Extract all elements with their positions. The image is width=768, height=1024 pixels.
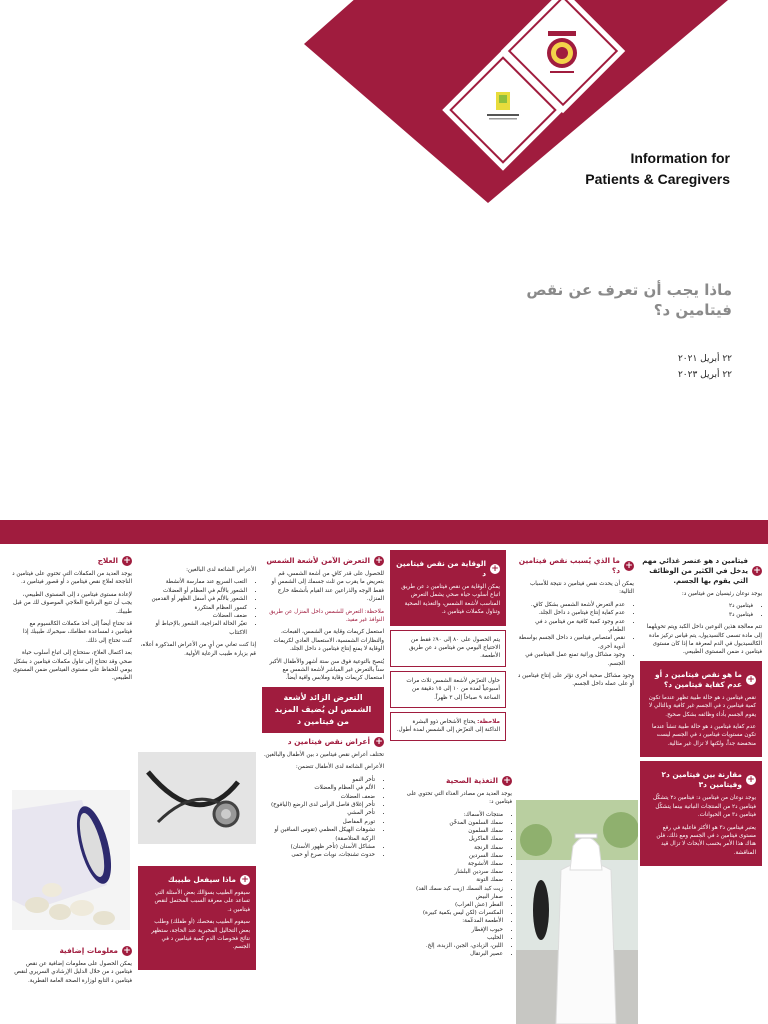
list-item: • الفطر (عش الغراب)	[392, 901, 503, 909]
plus-icon: +	[375, 556, 383, 566]
list-item: • سمك السلمون	[392, 827, 503, 835]
list-item: • الألم في العظام والعضلات	[262, 784, 375, 792]
doctor-box	[138, 866, 256, 970]
paragraph: وجود مشاكل صحية أخرى تؤثر على إنتاج فيتامين د أو على عمله داخل الجسم.	[517, 673, 634, 688]
info-box-food: يتم الحصول على ٨٠ إلى ٩٠٪ فقط من الاحتياج اليومي من فيتامين د عن طريق الأطعمة.	[390, 630, 506, 667]
list-item: • تأخر إغلاق فاصل الرأس لدى الرضع (اليافوخ)	[262, 801, 375, 809]
paragraph: قد تحتاج أيضاً إلى أخذ مكملات الكالسيوم مع فيتامين د لمساعدة عظامك، سيخبرك طبيبك إذا كنت تحتاج إلى ذلك.	[22, 621, 132, 644]
plus-icon: +	[375, 736, 383, 747]
title-line-2: Patients & Caregivers	[585, 171, 730, 187]
list	[640, 602, 762, 619]
heading-vitamin-d: + فيتامين د هو عنصر غذائي مهم يدخل في الكثير من الوظائف التي يقوم بها الجسم.	[642, 557, 761, 585]
paragraph: يعتبر فيتامين د٣ هو الأكثر فاعلية في رفع مستوى فيتامين د في الجسم ومع ذلك، فلن هناك هذا الأمر بحسب الأبحاث لا تزال قيد المناقشة.	[656, 824, 756, 856]
paragraph: يمكن أن يحدث نقص فيتامين د نتيجة للأسباب التالية:	[530, 581, 634, 596]
heading-safe-sun: التعرض الآمن لأشعة الشمس	[266, 556, 370, 565]
plus-icon: +	[753, 566, 761, 576]
list-item: • عدم كفاية إنتاج فيتامين د داخل الجلد.	[516, 609, 625, 617]
list-item: • فيتامين د٢	[640, 602, 753, 610]
list-item: • فيتامين د٣	[640, 611, 753, 619]
paragraph: يوجد نوعان رئيسيان من فيتامين د:	[681, 591, 762, 597]
list-item: • صفار البيض	[392, 893, 503, 901]
paragraph: يوجد العديد من مصادر الغذاء التي تحتوي على فيتامين د:	[406, 791, 512, 806]
list-item: • سمك السردين	[392, 852, 503, 860]
column-5	[138, 566, 256, 662]
paragraph: سيقوم الطبيب بسؤالك بعض الأسئلة التي تساعد على معرفة السبب المحتمل لنقص فيتامين د.	[154, 890, 250, 913]
paragraph: استعمل كريمات وقاية من الشمس، القبعات، والنظارات الشمسية، الاستعمال العادي لكريمات الوقاية لا يمنع إنتاج فيتامين د داخل الجلد.	[273, 629, 384, 653]
list-item: • سمك سردين البلشار	[392, 868, 503, 876]
plus-icon: +	[747, 674, 755, 685]
man-photo	[516, 800, 638, 1024]
plus-icon: +	[123, 946, 131, 956]
heading-treatment: العلاج	[97, 556, 118, 565]
list-item: • التعب السريع عند ممارسة الأنشطة	[138, 578, 247, 586]
column-3	[390, 546, 506, 745]
paragraph: نقص فيتامين د هو حالة طبية تظهر عندما تكون كمية فيتامين د في الجسم غير كافية وبالتالي لا يقوم الجسم بأداء وظائفه بشكل صحيح.	[648, 694, 756, 718]
symptoms-list	[262, 776, 384, 860]
paragraph: تختلف أعراض نقص فيتامين د بين الأطفال والبالغين.	[263, 751, 384, 758]
date-1: ٢٢ أبريل ٢٠٢١	[677, 354, 732, 364]
plus-icon: +	[241, 875, 249, 885]
list-item: • منتجات الأسماك:	[392, 811, 503, 819]
note-label: ملاحظة:	[477, 719, 500, 726]
deficiency-box	[640, 661, 762, 757]
food-list	[392, 811, 512, 959]
paragraph: يوجد العديد من المكملات التي تحتوي على فيتامين د الناجحة لعلاج نقص فيتامين د أو قصور فيتامين د.	[12, 571, 132, 586]
column-1	[640, 552, 762, 870]
title-english	[560, 148, 730, 190]
adult-symptoms-list	[138, 578, 256, 637]
list-item: • وجود مشاكل وراثية تمنع عمل الفيتامين في الجسم.	[516, 651, 625, 668]
stethoscope-photo	[138, 752, 256, 844]
note-box: ملاحظة: يحتاج الأشخاص ذوو البشرة الداكنة إلى التعرّض إلى الشمس لمدة أطول.	[390, 712, 506, 741]
list-item: • عدم وجود كمية كافية من فيتامين د في الطعام.	[516, 618, 625, 635]
title-line-1: Information for	[630, 150, 730, 166]
list-item: • سمك الرنجة	[392, 844, 503, 852]
list-item: • سمك الماكريل	[392, 835, 503, 843]
list-item: • زيت كبد السمك (زيت كبد سمك القد)	[392, 885, 503, 893]
list-item: • تورم المفاصل	[262, 818, 375, 826]
paragraph: إذا كنت تعاني من أيٍ من الأعراض المذكورة أعلاه، قم بزيارة طبيب الرعاية الأولية.	[140, 642, 256, 657]
list-item: • سمك السلمون المدخّن	[392, 819, 503, 827]
plus-icon: +	[625, 561, 633, 571]
heading-symptoms: أعراض نقص فيتامين د	[287, 736, 370, 746]
paragraph: عدم كفاية فيتامين د هو حالة طبية تنشأ عندما تكون مستويات فيتامين د في الجسم ليست منخفضة جداً، ولكنها لا تزال غير مثالية.	[651, 724, 756, 747]
list-item: • تأخر النمو	[262, 776, 375, 784]
list-item: • حبوب الإفطار	[392, 926, 503, 934]
heading-causes: ما الذي يُسبب نقص فيتامين د؟	[518, 556, 620, 575]
list	[516, 601, 634, 668]
list-item: • كسور العظام المتكررة	[138, 604, 247, 612]
plus-icon: +	[123, 556, 131, 566]
date-2: ٢٢ أبريل ٢٠٢٣	[677, 370, 732, 380]
list-item: • تشوهات الهيكل العظمي (تقوس الساقين أو الركبة المتلاصقة)	[262, 826, 375, 843]
list-item: • سمك التونة	[392, 876, 503, 884]
list-item: • تغيّر الحالة المزاجية، الشعور بالإحباط أو الاكتئاب	[138, 620, 247, 637]
list-item: • المكسرات (لكن ليس بكمية كبيرة)	[392, 909, 503, 917]
heading-more-info: معلومات إضافية	[59, 946, 118, 955]
list-item: • مشاكل الأسنان (تأخر ظهور الأسنان)	[262, 843, 375, 851]
column-2	[516, 552, 634, 693]
heading-nutrition: التغذية الصحية	[445, 776, 498, 785]
paragraph: تتم معالجة هذين النوعين داخل الكبد ويتم تحويلهما إلى مادة تسمى كالسيديول، يتم قياس تركيز مادة الكالسيديول في الدم لمعرفة ما إذا كان مستوى فيتامين د ضمن المستوى الطبيعي.	[646, 624, 762, 656]
list-item: • تأخر المشي	[262, 809, 375, 817]
plus-icon: +	[491, 564, 499, 574]
comparison-box	[640, 761, 762, 866]
list-item: • نقص امتصاص فيتامين د داخل الجسم بواسطة أدوية أخرى.	[516, 634, 625, 651]
list-item: • الشعور بالألم في العظام أو العضلات	[138, 587, 247, 595]
paragraph: للحصول على قدر كافٍ من أشعة الشمس، قم بتعريض ما يقرب من ثلث جسمك إلى الشمس أو فقط الوجه والذراعين عند القيام بأنشطة خارج المنزل.	[271, 571, 384, 603]
list-item: • ضعف العضلات	[262, 793, 375, 801]
overexposure-box: التعرض الزائد لأشعة الشمس لن يُضيف المزيد من فيتامين د	[262, 687, 384, 733]
prevention-box	[390, 550, 506, 626]
list-item: • الأطعمة المدعّمة:	[392, 917, 503, 925]
list-item: • الحليب	[392, 934, 503, 942]
more-info-section	[12, 942, 132, 989]
plus-icon: +	[747, 775, 755, 786]
list-item: • عدم التعرض لأشعة الشمس بشكل كافٍ.	[516, 601, 625, 609]
info-box-sun: حاول التعرّض لأشعة الشمس ثلاث مرات أسبوعياً لمدة من ١٠ إلى ١٥ دقيقة من الساعة ٩ صباحاً إلى ٣ ظهراً.	[390, 671, 506, 708]
column-4	[262, 552, 384, 864]
paragraph: يمكن الحصول على معلومات إضافية عن نقص فيتامين د من خلال الدليل الإرشادي السريري لنقص فيتامين د التابع لوزارة الصحة العامة القطرية.	[14, 961, 132, 984]
heading-prevention: الوقاية من نقص فيتامين د	[396, 559, 486, 578]
column-6	[12, 552, 132, 687]
list-item: • عصير البرتقال	[392, 950, 503, 958]
doctor-section	[138, 862, 256, 974]
paragraph: يوجد نوعان من فيتامين د: فيتامين د٢ يتشكّل فيتامين د٢ من المنتجات النباتية بينما يتشكّل فيتامين د٣ من الحيوانات.	[653, 795, 756, 819]
title-arabic: ماذا يجب أن تعرف عن نقص فيتامين د؟	[526, 281, 732, 319]
box-heading: ما هو نقص فيتامين د أو عدم كفاية فيتامين د؟	[655, 669, 742, 689]
list-item: • ضعف العضلات	[138, 612, 247, 620]
box-heading: مقارنة بين فيتامين د٢ وفيتامين د٣	[661, 770, 742, 790]
healthy-food-section	[392, 772, 512, 962]
paragraph: بعد اكتمال العلاج، ستحتاج إلى اتباع أسلوب حياة صحي وقد تحتاج إلى تناول مكملات فيتامين د بشكل يومي للحفاظ على مستوى الفيتامين ضمن المستوى الطبيعي.	[12, 650, 132, 682]
paragraph: سيقوم الطبيب بفحصك (أو طفلك) وطلب بعض التحاليل المخبرية عند الحاجة، ستظهر نتائج فحوصات الدم كمية فيتامين د في الجسم.	[151, 919, 250, 951]
note: ملاحظة: التعرض للشمس داخل المنزل عن طريق النوافذ غير مفيد.	[269, 608, 384, 624]
paragraph: الأعراض الشائعة لدى البالغين:	[186, 567, 256, 573]
paragraph: يُنصح بالتوعية فوق سن ستة أشهر والأطفال الأكبر سناً بالتعرض غير المباشر لأشعة الشمس مع استعمال كريمات وقاية وملابس واقية أيضاً.	[269, 658, 384, 682]
list-item: • اللبن، الزبادي، الجبن، الزبدة، إلخ.	[392, 942, 503, 950]
list-item: • سمك الأنشوجة	[392, 860, 503, 868]
list-item: • حدوث تشنجات، نوبات صرع أو حمى	[262, 851, 375, 859]
maroon-band	[0, 520, 768, 544]
heading-doctor: ماذا سيفعل طبيبك	[167, 875, 236, 884]
plus-icon: +	[503, 776, 511, 786]
paragraph: يمكن الوقاية من نقص فيتامين د عن طريق اتباع أسلوب حياة صحي يشمل التعرض المناسب لأشعة الشمس، والتغذية الصحية وتناول مكملات فيتامين د.	[401, 584, 500, 616]
list-item: • الشعور بالألم في أسفل الظهر أو القدمين	[138, 595, 247, 603]
pills-photo	[12, 790, 130, 930]
paragraph: لإعادة مستوى فيتامين د إلى المستوى الطبيعي، يجب أن تتبع البرنامج العلاجي الموصوف لك من قبل طبيبك.	[13, 591, 132, 615]
paragraph: الأعراض الشائعة لدى الأطفال تتضمن:	[295, 764, 384, 771]
